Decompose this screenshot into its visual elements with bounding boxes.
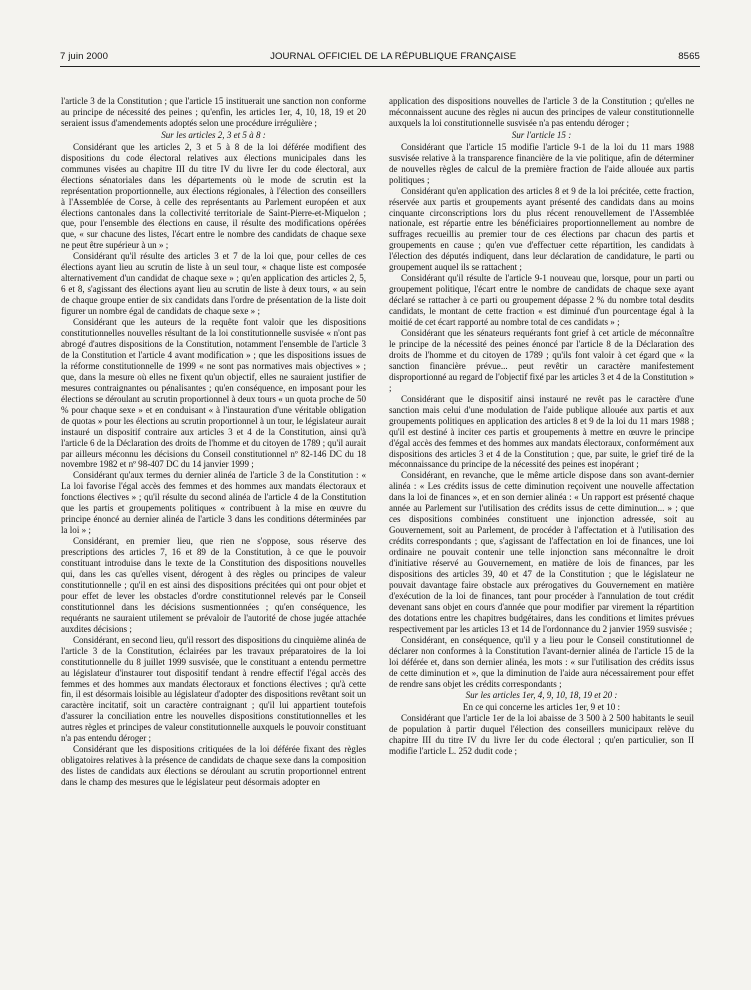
left-column xyxy=(61,96,366,976)
header-date: 7 juin 2000 xyxy=(60,50,109,62)
page-header xyxy=(60,49,700,63)
paragraph: Considérant qu'en application des articles 8 et 9 de la loi précitée, cette fraction, réservée aux partis et groupements ayant présenté des candidats dans au moins cinquante circonscriptions lors du plus récent renouvellement de l'Assemblée nationale, est répartie entre les bénéficiaires proportionnellement au nombre de suffrages recueillis au premier tour de ces élections par chacun des partis et groupements en cause ; qu'en vue d'effectuer cette répartition, les candidats à l'élection des députés indiquent, dans leur déclaration de candidature, le parti ou groupement auquel ils se rattachent ; xyxy=(389,185,694,273)
paragraph: Considérant, en second lieu, qu'il ressort des dispositions du cinquième alinéa de l'article 3 de la Constitution, éclairées par les travaux préparatoires de la loi constitutionnelle du 8 juillet 1999 susvisée, que le constituant a entendu permettre au législateur d'instaurer tout dispositif tendant à rendre effectif l'égal accès des femmes et des hommes aux mandats électoraux et fonctions électives ; qu'à cette fin, il est désormais loisible au législateur d'adopter des dispositions revêtant soit un caractère incitatif, soit un caractère contraignant ; qu'il lui appartient toutefois d'assurer la conciliation entre les nouvelles dispositions constitutionnelles et les autres règles et principes de valeur constitutionnelle auxquels le pouvoir constituant n'a pas entendu déroger ; xyxy=(61,634,366,744)
paragraph: Considérant que les dispositions critiquées de la loi déférée fixant des règles obligatoires relatives à la présence de candidats de chaque sexe dans la composition des listes de candidats aux élections se déroulant au scrutin proportionnel entrent dans le champ des mesures que le législateur peut désormais adopter en xyxy=(61,744,366,788)
page-number: 8565 xyxy=(678,50,700,62)
paragraph: Considérant, en premier lieu, que rien ne s'oppose, sous réserve des prescriptions des articles 7, 16 et 89 de la Constitution, à ce que le pouvoir constituant introduise dans le texte de la Constitution des dispositions nouvelles qui, dans les cas qu'elles visent, dérogent à des règles ou principes de valeur constitutionnelle ; qu'il en est ainsi des dispositions précitées qui ont pour objet et pour effet de lever les obstacles d'ordre constitutionnel relevés par le Conseil constitutionnel dans les décisions susmentionnées ; qu'en conséquence, les requérants ne sauraient utilement se prévaloir de l'autorité de chose jugée attachée auxdites décisions ; xyxy=(61,536,366,634)
section-heading: Sur les articles 1er, 4, 9, 10, 18, 19 et 20 : xyxy=(465,690,618,701)
right-column xyxy=(389,96,694,976)
paragraph: Considérant que les articles 2, 3 et 5 à 8 de la loi déférée modifient des dispositions du code électoral relatives aux élections municipales dans les communes visées au chapitre III du titre IV du livre Ier du code électoral, aux élections sénatoriales dans les départements où le mode de scrutin est la représentation proportionnelle, aux élections régionales, à l'élection des conseillers à l'Assemblée de Corse, à celle des représentants au Parlement européen et aux élections cantonales dans la collectivité territoriale de Saint-Pierre-et-Miquelon ; que, pour l'ensemble des élections en cause, il résulte des modifications opérées que, « sur chacune des listes, l'écart entre le nombre des candidats de chaque sexe ne peut être supérieur à un » ; xyxy=(61,141,366,251)
paragraph: Considérant qu'aux termes du dernier alinéa de l'article 3 de la Constitution : « La loi favorise l'égal accès des femmes et des hommes aux mandats électoraux et fonctions électives » ; qu'il résulte du second alinéa de l'article 4 de la Constitution que les partis et groupements politiques « contribuent à la mise en œuvre du principe énoncé au dernier alinéa de l'article 3 dans les conditions déterminées par la loi » ; xyxy=(61,470,366,536)
paragraph: Considérant que les auteurs de la requête font valoir que les dispositions constitutionnelles nouvelles résultant de la loi constitutionnelle susvisée « n'ont pas abrogé d'autres dispositions de la Constitution, notamment l'ensemble de l'article 3 de la Constitution et l'article 4 avant modification » ; que les dispositions issues de la réforme constitutionnelle de 1999 « ne sont pas normatives mais objectives » ; que, dans la mesure où elles ne fixent qu'un objectif, elles ne sauraient justifier de mesures contraignantes ou pénalisantes ; qu'en conséquence, en imposant pour les élections se déroulant au scrutin proportionnel à deux tours « un quota proche de 50 % pour chaque sexe » et en conduisant « à l'instauration d'une véritable obligation de quotas » pour les élections au scrutin proportionnel à un tour, le législateur aurait instauré un dispositif contraire aux articles 3 et 4 de la Constitution, ainsi qu'à l'article 6 de la Déclaration des droits de l'homme et du citoyen de 1789 ; qu'il aurait par ailleurs méconnu les décisions du Conseil constitutionnel nº 82-146 DC du 18 novembre 1982 et nº 98-407 DC du 14 janvier 1999 ; xyxy=(61,317,366,470)
paragraph: application des dispositions nouvelles de l'article 3 de la Constitution ; qu'elles ne méconnaissent aucune des règles ni aucun des principes de valeur constitutionnelle auxquels la loi constitutionnelle susvisée n'a pas entendu déroger ; xyxy=(389,96,694,128)
section-heading: Sur l'article 15 : xyxy=(511,129,572,140)
paragraph: Considérant, en revanche, que le même article dispose dans son avant-dernier alinéa : « Les crédits issus de cette diminution reçoivent une nouvelle affectation dans la loi de finances », et en son dernier alinéa : « Un rapport est présenté chaque année au Parlement sur l'utilisation des crédits issus de cette diminution... » ; que ces dispositions combinées constituent une injonction adressée, soit au Gouvernement, soit au Parlement, de procéder à l'affectation et à l'utilisation des crédits correspondants ; que, s'agissant de l'affectation en loi de finances, une loi ordinaire ne pouvait contenir une telle injonction sans méconnaître le droit d'initiative réservé au Gouvernement, en matière de lois de finances, par les dispositions des articles 39, 40 et 47 de la Constitution ; que le législateur ne pouvait davantage faire obstacle aux prérogatives du Gouvernement en matière d'exécution de la loi de finances, tant pour procéder à l'annulation de tout crédit devenant sans objet en cours d'année que pour modifier par virement la répartition des dotations entre les chapitres budgétaires, dans les conditions et limites prévues respectivement par les articles 13 et 14 de l'ordonnance du 2 janvier 1959 susvisée ; xyxy=(389,470,694,634)
paragraph: Considérant que l'article 1er de la loi abaisse de 3 500 à 2 500 habitants le seuil de population à partir duquel l'élection des conseillers municipaux relève du chapitre III du titre IV du livre Ier du code électoral ; qu'en particulier, son II modifie l'article L. 252 dudit code ; xyxy=(389,713,694,757)
paragraph: l'article 3 de la Constitution ; que l'article 15 instituerait une sanction non conforme au principe de nécessité des peines ; qu'enfin, les articles 1er, 4, 10, 18, 19 et 20 seraient issus d'amendements adoptés selon une procédure irrégulière ; xyxy=(61,96,366,128)
paragraph: Considérant que le dispositif ainsi instauré ne revêt pas le caractère d'une sanction mais celui d'une modulation de l'aide publique allouée aux partis et aux groupements politiques en application des articles 8 et 9 de la loi du 11 mars 1988 ; qu'il est destiné à inciter ces partis et groupements à mettre en œuvre le principe d'égal accès des femmes et des hommes aux mandats électoraux, conformément aux dispositions des articles 3 et 4 de la Constitution ; que, par suite, le grief tiré de la méconnaissance du principe de la nécessité des peines est inopérant ; xyxy=(389,393,694,470)
header-rule xyxy=(60,66,700,67)
paragraph: Considérant, en conséquence, qu'il y a lieu pour le Conseil constitutionnel de déclarer non conformes à la Constitution l'avant-dernier alinéa de l'article 15 de la loi déférée et, dans son dernier alinéa, les mots : « sur l'utilisation des crédits issus de cette diminution et », que la diminution de l'aide aura nécessairement pour effet de rendre sans objet les crédits correspondants ; xyxy=(389,634,694,689)
section-heading: En ce qui concerne les articles 1er, 9 et 10 : xyxy=(462,702,621,713)
paragraph: Considérant que les sénateurs requérants font grief à cet article de méconnaître le principe de la nécessité des peines énoncé par l'article 8 de la Déclaration des droits de l'homme et du citoyen de 1789 ; qu'ils font valoir à cet égard que « la sanction financière prévue... peut revêtir un caractère manifestement disproportionné au regard de l'objectif fixé par les articles 3 et 4 de la Constitution » ; xyxy=(389,328,694,393)
paragraph: Considérant qu'il résulte des articles 3 et 7 de la loi que, pour celles de ces élections ayant lieu au scrutin de liste à un seul tour, « chaque liste est composée alternativement d'un candidat de chaque sexe » ; qu'en application des articles 2, 5, 6 et 8, s'agissant des élections ayant lieu au scrutin de liste à deux tours, « au sein de chaque groupe entier de six candidats dans l'ordre de présentation de la liste doit figurer un nombre égal de candidats de chaque sexe » ; xyxy=(61,251,366,317)
journal-title: JOURNAL OFFICIEL DE LA RÉPUBLIQUE FRANÇAISE xyxy=(270,50,517,62)
paragraph: Considérant que l'article 15 modifie l'article 9-1 de la loi du 11 mars 1988 susvisée relative à la transparence financière de la vie politique, afin de déterminer de nouvelles règles de calcul de la première fraction de l'aide allouée aux partis politiques ; xyxy=(389,141,694,185)
paragraph: Considérant qu'il résulte de l'article 9-1 nouveau que, lorsque, pour un parti ou groupement politique, l'écart entre le nombre de candidats de chaque sexe ayant déclaré se rattacher à ce parti ou groupement dépasse 2 % du nombre total desdits candidats, le montant de cette fraction « est diminué d'un pourcentage égal à la moitié de cet écart rapporté au nombre total de ces candidats » ; xyxy=(389,273,694,328)
section-heading: Sur les articles 2, 3 et 5 à 8 : xyxy=(161,129,266,140)
